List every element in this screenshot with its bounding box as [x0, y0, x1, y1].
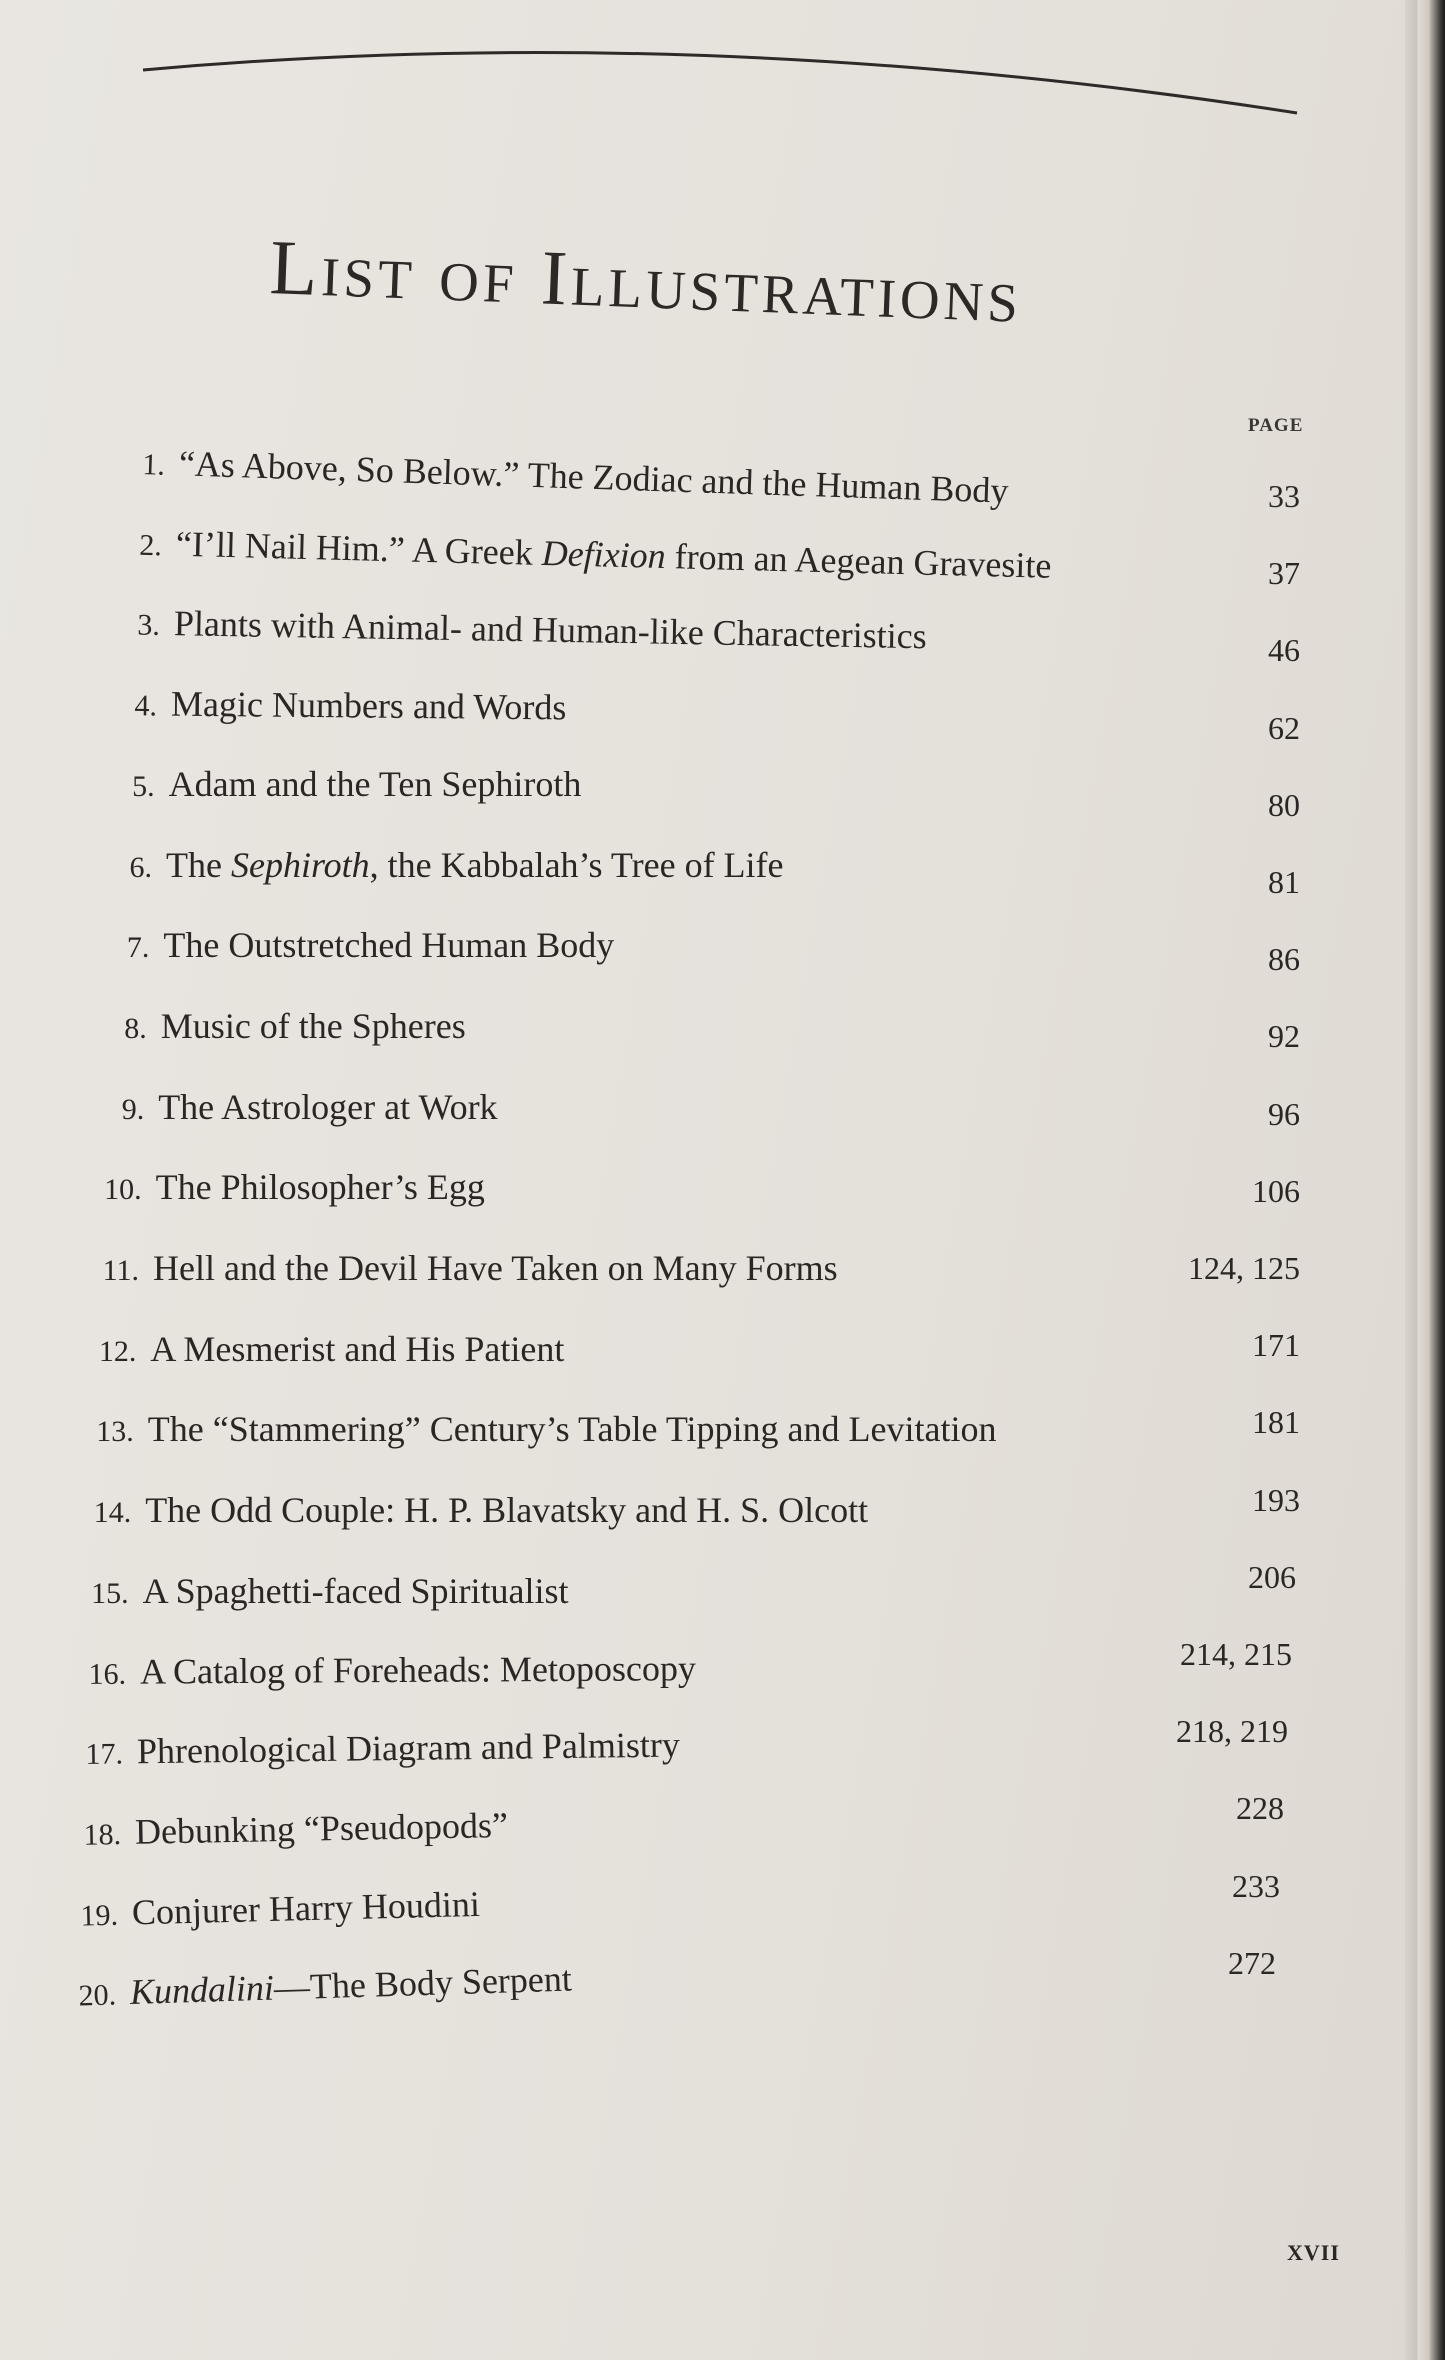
item-title: The Odd Couple: H. P. Blavatsky and H. S. Olcott	[145, 1490, 869, 1531]
item-title: Hell and the Devil Have Taken on Many Forms	[153, 1248, 838, 1288]
item-title: The	[166, 844, 231, 885]
list-item	[107, 601, 926, 657]
item-title: Kundalini	[128, 1967, 275, 2013]
header-rule	[0, 0, 1445, 140]
page-number: 81	[1268, 864, 1300, 900]
item-title: “I’ll Nail Him.” A Greek	[175, 523, 543, 573]
item-title: The Philosopher’s Egg	[155, 1167, 485, 1208]
item-title: , the Kabbalah’s Tree of Life	[369, 844, 784, 885]
page-edge	[1405, 0, 1445, 2360]
page-title: List of Illustrations	[268, 223, 1024, 339]
item-title: A Catalog of Foreheads: Metoposcopy	[139, 1647, 697, 1692]
item-title: Phrenological Diagram and Palmistry	[137, 1724, 681, 1772]
list-item	[92, 1086, 497, 1128]
page-number: 214, 215	[1180, 1636, 1292, 1672]
list-item	[90, 1166, 485, 1208]
page-number: 206	[1248, 1558, 1296, 1595]
page-number: 106	[1252, 1172, 1300, 1209]
item-title: The Outstretched Human Body	[163, 925, 615, 966]
page-number: 92	[1268, 1018, 1300, 1055]
list-item	[100, 844, 784, 886]
item-title: Debunking “Pseudopods”	[134, 1804, 509, 1852]
item-title: Sephiroth	[230, 844, 370, 885]
item-number: 1.	[141, 447, 166, 482]
page-number: 193	[1252, 1481, 1300, 1518]
item-number: 17.	[85, 1737, 124, 1772]
item-number: 16.	[88, 1657, 127, 1691]
item-number: 18.	[83, 1817, 122, 1852]
list-item	[112, 440, 1009, 512]
item-title: The Astrologer at Work	[158, 1086, 498, 1127]
list-item	[95, 1005, 466, 1047]
list-item	[68, 1804, 508, 1854]
item-number: 10.	[104, 1173, 142, 1207]
item-number: 14.	[93, 1496, 132, 1530]
page-number: 272	[1228, 1944, 1276, 1981]
list-item	[66, 1882, 481, 1934]
item-title: —The Body Serpent	[272, 1958, 572, 2008]
item-number: 8.	[124, 1011, 147, 1045]
item-number: 15.	[91, 1576, 129, 1610]
item-title: from an Aegean Gravesite	[665, 535, 1053, 586]
list-item	[105, 682, 567, 728]
item-number: 3.	[136, 608, 161, 643]
item-title: A Mesmerist and His Patient	[150, 1328, 565, 1369]
item-number: 2.	[139, 528, 163, 562]
list-item	[103, 763, 582, 805]
list-item	[97, 924, 614, 966]
item-number: 20.	[77, 1978, 117, 2013]
list-item	[79, 1489, 868, 1531]
item-number: 5.	[132, 769, 155, 803]
page-number: 228	[1236, 1790, 1284, 1827]
item-number: 12.	[98, 1334, 137, 1368]
list-item	[110, 521, 1052, 587]
item-number: 4.	[134, 689, 158, 723]
page-number: 33	[1268, 478, 1300, 514]
list-item	[77, 1570, 569, 1612]
page-number: 37	[1268, 555, 1300, 592]
item-title: “As Above, So Below.” The Zodiac and the Human Body	[178, 443, 1010, 511]
item-title: Plants with Animal- and Human-like Characteristics	[173, 603, 927, 657]
folio: XVII	[1287, 2240, 1340, 2265]
page-number: 233	[1232, 1867, 1280, 1904]
list-item	[82, 1408, 997, 1450]
list-item	[71, 1724, 680, 1773]
list-item	[63, 1958, 572, 2015]
item-title: The “Stammering” Century’s Table Tipping and Levitation	[147, 1409, 997, 1450]
item-title: A Spaghetti-faced Spiritualist	[142, 1570, 569, 1611]
page-number: 124, 125	[1188, 1250, 1300, 1286]
list-item	[84, 1328, 564, 1370]
list-item	[87, 1247, 838, 1289]
page-number: 80	[1268, 786, 1300, 823]
page-number: 218, 219	[1176, 1713, 1288, 1750]
list-item	[74, 1647, 696, 1693]
page-number: 86	[1268, 941, 1300, 978]
page-number: 62	[1268, 709, 1300, 746]
item-title: Defixion	[541, 532, 667, 576]
item-title: Magic Numbers and Words	[170, 683, 567, 728]
item-title: Adam and the Ten Sephiroth	[168, 763, 582, 804]
page-number: 46	[1268, 632, 1300, 669]
page-number: 181	[1252, 1404, 1300, 1441]
item-number: 13.	[96, 1415, 134, 1449]
item-number: 9.	[121, 1092, 145, 1126]
item-title: Music of the Spheres	[160, 1005, 466, 1046]
item-title: Conjurer Harry Houdini	[131, 1883, 481, 1932]
page-column-label: PAGE	[1248, 415, 1304, 436]
item-number: 19.	[80, 1898, 119, 1933]
item-number: 6.	[129, 850, 152, 884]
page-number: 171	[1252, 1327, 1300, 1364]
page-number: 96	[1268, 1095, 1300, 1132]
item-number: 11.	[102, 1254, 139, 1287]
item-number: 7.	[126, 931, 150, 965]
